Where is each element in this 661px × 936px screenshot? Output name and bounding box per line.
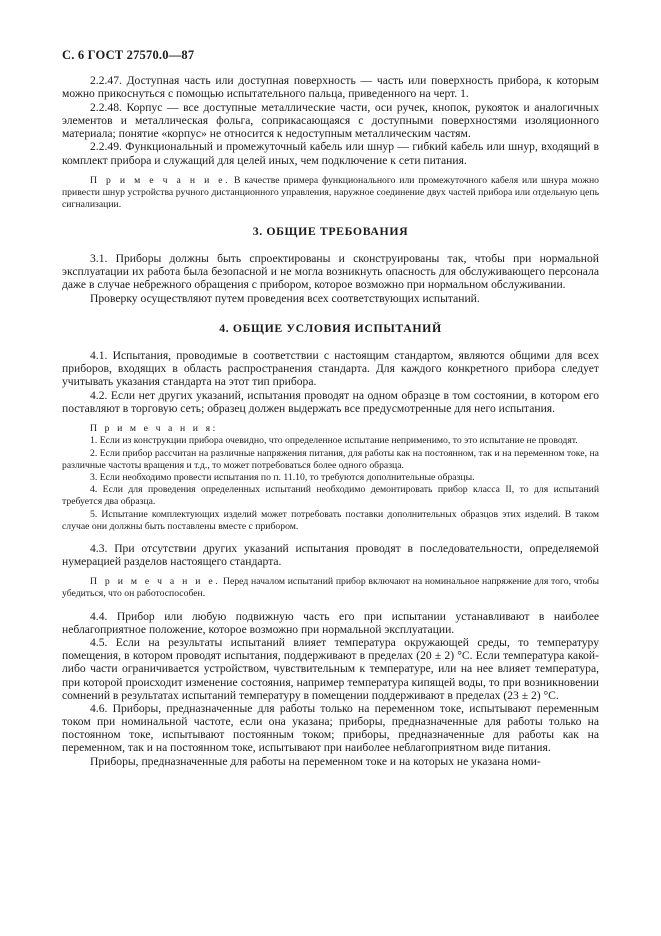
note-item: 2. Если прибор рассчитан на различные напряжения питания, для работы как на постоянном, так и на переменном токе, на различные частоты вращения и т.д., то может потребоваться более одного образца. <box>62 447 599 471</box>
section-4-heading: 4. ОБЩИЕ УСЛОВИЯ ИСПЫТАНИЙ <box>219 321 442 336</box>
note-item: 1. Если из конструкции прибора очевидно, что определенное испытание неприменимо, то это испытание не проводят. <box>90 435 578 447</box>
page-header: С. 6 ГОСТ 27570.0—87 <box>62 48 195 62</box>
paragraph-2-2-49: 2.2.49. Функциональный и промежуточный кабель или шнур — гибкий кабель или шнур, входящий в комплект прибора и служащий для целей иных, чем подключение к сети питания. <box>62 140 599 167</box>
section-3-heading: 3. ОБЩИЕ ТРЕБОВАНИЯ <box>252 224 409 239</box>
note-2-2-49 <box>62 175 599 212</box>
paragraph-4-5: 4.5. Если на результаты испытаний влияет температура окружающей среды, то температуру помещения, в котором проводят испытания, поддерживают в пределах (20 ± 2) °С. Если температура какой-либо части ограничивается устройством, чувствительным к температуре, или на нее влияет температура, при которой происходит изменение состояния, например температура кипящей воды, то при возникновении сомнений в результатах испытаний температуру в помещении поддерживают в пределах (23 ± 2) °С. <box>62 636 599 702</box>
paragraph-3-1-check: Проверку осуществляют путем проведения всех соответствующих испытаний. <box>90 292 480 306</box>
paragraph-4-2: 4.2. Если нет других указаний, испытания проводят на одном образце в том состоянии, в котором его поставляют в торговую сеть; образец должен выдержать все предусмотренные для него испытания. <box>62 388 599 416</box>
paragraph-2-2-47: 2.2.47. Доступная часть или доступная поверхность — часть или поверхность прибора, к которым можно прикоснуться с помощью испытательного пальца, приведенного на черт. 1. <box>62 74 599 101</box>
note-text: Перед началом испытаний прибор включают на номинальное напряжение для того, чтобы убедиться, что он работоспособен. <box>62 576 599 600</box>
note-item: 5. Испытание комплектующих изделий может потребовать поставки дополнительных образцов этих изделий. В таком случае они должны быть поставлены вместе с прибором. <box>62 508 599 532</box>
note-4-3 <box>62 576 599 600</box>
paragraph-4-3: 4.3. При отсутствии других указаний испытания проводят в последовательности, определяемой нумерацией разделов настоящего стандарта. <box>62 541 599 569</box>
paragraph-4-6: 4.6. Приборы, предназначенные для работы только на переменном токе, испытывают переменным током при номинальной частоте, если она указана; приборы, предназначенные для работы только на постоянном токе, испытывают постоянным током; приборы, предназначенные для работы как на переменном, так и на постоянном токе, испытывают при наиболее неблагоприятном виде питания. <box>62 702 599 755</box>
paragraph-4-4: 4.4. Прибор или любую подвижную часть его при испытании устанавливают в наиболее неблагоприятное положение, которое возможно при нормальной эксплуатации. <box>62 609 599 636</box>
note-item: 4. Если для проведения определенных испытаний необходимо демонтировать прибор класса II, то для испытаний требуется два образца. <box>62 484 599 508</box>
paragraph-2-2-48: 2.2.48. Корпус — все доступные металлические части, оси ручек, кнопок, рукояток и аналогичных элементов и металлическая фольга, соприкасающаяся с доступными поверхностями изоляционного материала; понятие «корпус» не относится к недоступным металлическим частям. <box>62 100 599 140</box>
paragraph-4-6-continued: Приборы, предназначенные для работы на переменном токе и на которых не указана номи- <box>90 755 541 769</box>
paragraph-3-1: 3.1. Приборы должны быть спроектированы и сконструированы так, чтобы при нормальной эксплуатации их работа была безопасной и не могла возникнуть опасность для обслуживающего персонала даже в случае небрежного обращения с прибором, которое возможно при нормальном обслуживании. <box>62 252 599 292</box>
notes-label: П р и м е ч а н и я: <box>90 423 218 435</box>
note-item: 3. Если необходимо провести испытания по п. 11.10, то требуются дополнительные образцы. <box>90 471 475 483</box>
page-content <box>62 74 599 769</box>
note-label: П р и м е ч а н и е. <box>90 576 221 588</box>
note-text: В качестве примера функционального или промежуточного кабеля или шнура можно привести шнур устройства ручного дистанционного управления, наружное соединение двух частей прибора или отдельную цепь сигнализации. <box>62 174 600 211</box>
notes-4-2 <box>62 423 599 533</box>
paragraph-4-1: 4.1. Испытания, проводимые в соответствии с настоящим стандартом, являются общими для всех приборов, входящих в область распространения стандарта. Для каждого конкретного прибора следует учитывать указания стандарта на этот тип прибора. <box>62 349 599 389</box>
note-label: П р и м е ч а н и е. <box>90 174 231 186</box>
